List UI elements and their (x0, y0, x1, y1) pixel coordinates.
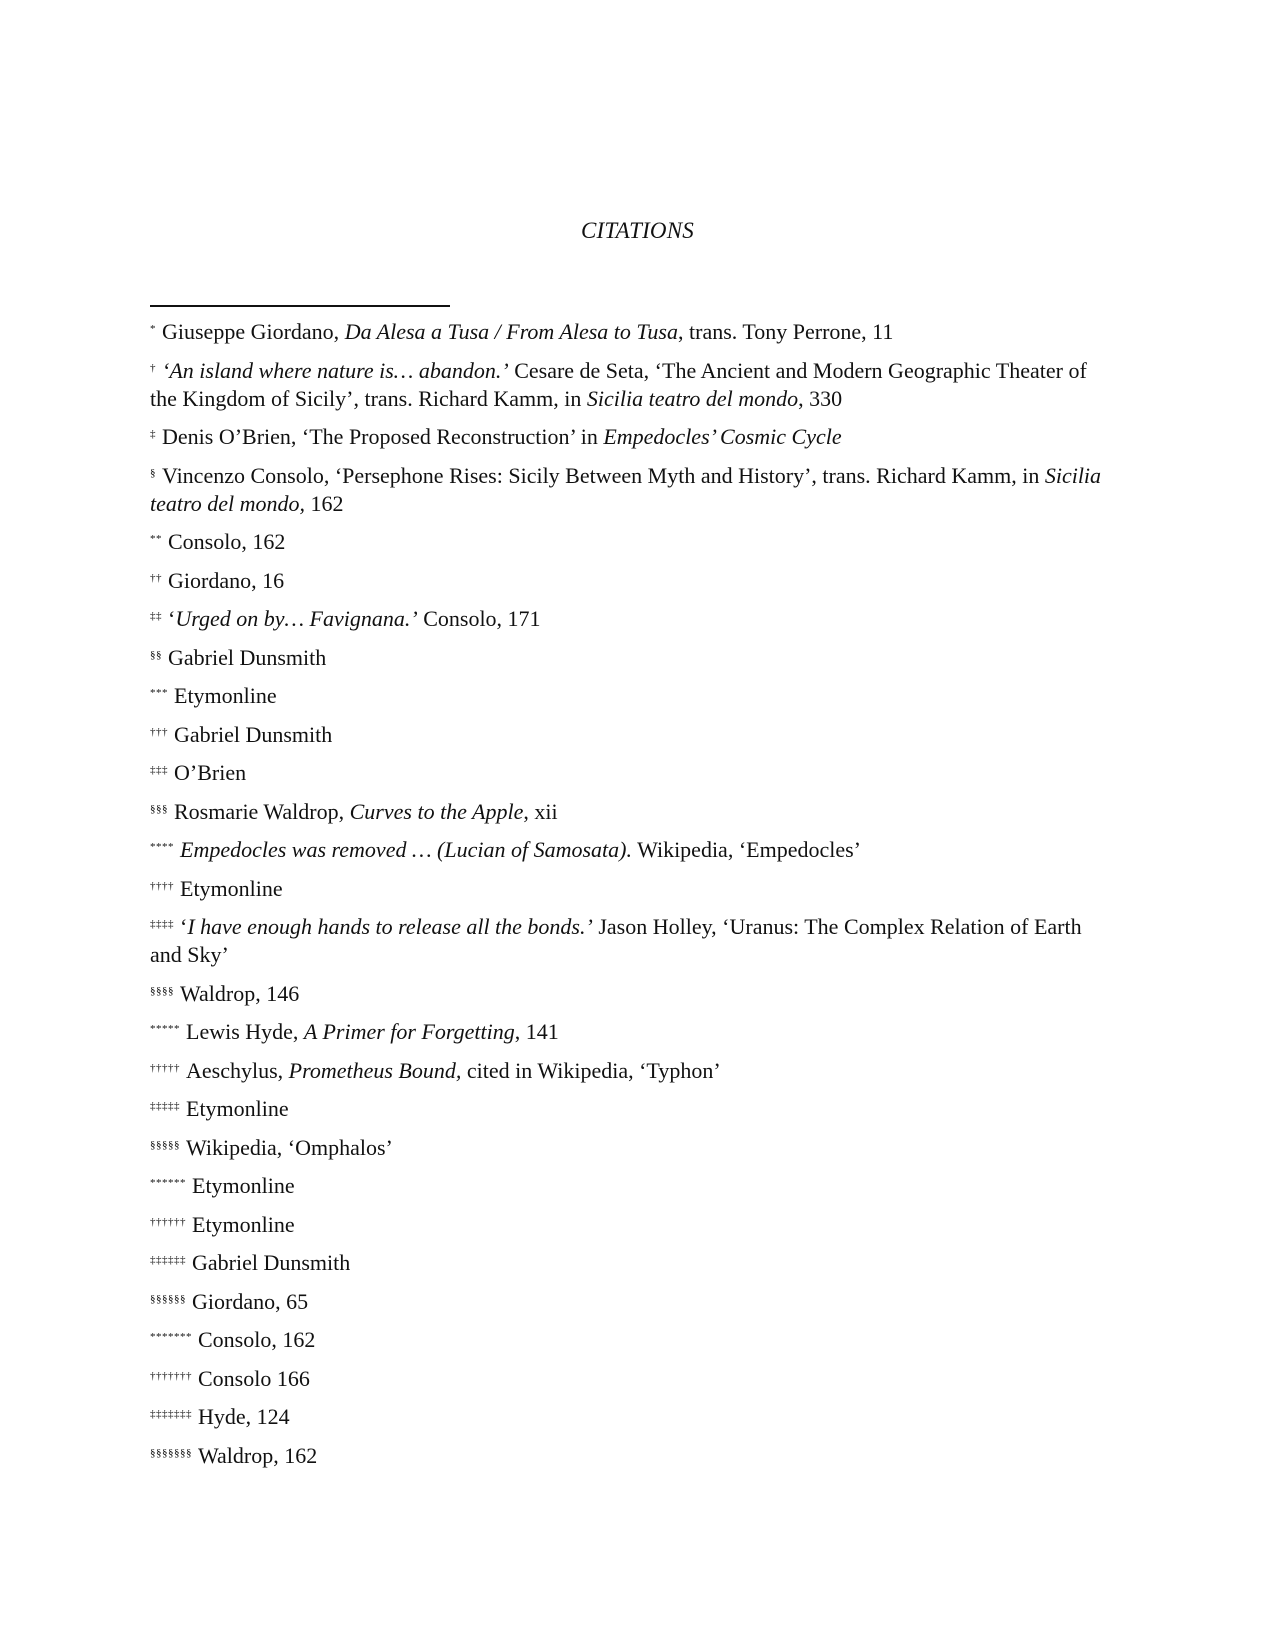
citation-item (150, 318, 1110, 346)
citation-text: Jason Holley, ‘Uranus: The Complex Relation of Earth and Sky’ (150, 914, 1082, 967)
citation-item (150, 1326, 1110, 1354)
citation-item (150, 980, 1110, 1008)
citation-item (150, 357, 1110, 413)
citation-title-italic: Curves to the Apple (349, 798, 524, 824)
footnote-marker: §§§§§§ (150, 1292, 186, 1305)
citation-text: ‘ (168, 606, 176, 631)
citation-item (150, 1288, 1110, 1316)
citation-text: Etymonline (174, 683, 277, 708)
citation-text: Giordano, 65 (192, 1288, 309, 1314)
citation-text: Consolo, 162 (198, 1327, 316, 1352)
citation-item (150, 605, 1110, 633)
footnote-marker: § (150, 466, 156, 479)
citation-title-italic: Empedocles was removed … (Lucian of Samosata). (180, 837, 632, 862)
citation-text: Gabriel Dunsmith (192, 1250, 351, 1275)
footnote-marker: ** (150, 533, 162, 546)
citation-item (150, 1095, 1110, 1123)
footnote-marker: †††††† (150, 1215, 186, 1228)
footnote-marker: ††††††† (150, 1369, 192, 1382)
citation-item (150, 682, 1110, 710)
citation-text: , trans. Tony Perrone, 11 (678, 319, 894, 344)
citation-text: Giuseppe Giordano, (162, 319, 345, 344)
citation-item (150, 836, 1110, 864)
footnote-marker: ‡‡‡‡‡‡‡ (150, 1408, 192, 1421)
citation-title-italic: A Primer for Forgetting (303, 1019, 515, 1044)
footnote-marker: † (150, 361, 156, 374)
citation-title-italic: Prometheus Bound, (288, 1057, 462, 1083)
citation-item (150, 423, 1110, 451)
citation-item (150, 1442, 1110, 1470)
citation-title-italic: Sicilia teatro del mondo, (150, 462, 1102, 516)
citation-text: ‘ (180, 914, 188, 939)
citation-item (150, 1057, 1110, 1085)
footnote-marker: †† (150, 571, 162, 584)
citation-text: Denis O’Brien, ‘The Proposed Reconstruction’ in (162, 424, 604, 449)
footnote-marker: ††††† (150, 1061, 180, 1074)
citation-text: Etymonline (192, 1211, 295, 1237)
citation-item (150, 644, 1110, 672)
footnote-marker: §§§§ (150, 984, 174, 997)
citation-text: 162 (305, 490, 344, 516)
citation-item (150, 1249, 1110, 1277)
citation-item (150, 1211, 1110, 1239)
footnote-marker: ‡‡‡‡‡‡ (150, 1254, 186, 1267)
citation-text: Consolo, 162 (168, 529, 286, 554)
citation-item (150, 567, 1110, 595)
footnote-marker: ‡ (150, 428, 156, 441)
citation-title-italic: Da Alesa a Tusa / From Alesa to Tusa (344, 319, 678, 344)
footnote-marker: §§§§§§§ (150, 1446, 192, 1459)
citation-text: Etymonline (186, 1096, 289, 1121)
citation-item (150, 1172, 1110, 1200)
citation-item (150, 1365, 1110, 1393)
citation-title-italic: ‘An island where nature is… abandon.’ (162, 357, 509, 383)
citation-item (150, 721, 1110, 749)
citation-item (150, 1134, 1110, 1162)
footnote-separator-rule (150, 305, 450, 307)
citation-text: Lewis Hyde, (186, 1019, 304, 1044)
citation-title-italic: Sicilia teatro del mondo (586, 385, 799, 411)
citation-text: Waldrop, 146 (180, 980, 300, 1006)
citation-item (150, 798, 1110, 826)
citation-text: Cesare de Seta, ‘The Ancient and Modern Geographic Theater of the Kingdom of Sicily’, trans. Richard Kamm, in (150, 357, 1087, 411)
citation-text: , 330 (798, 385, 843, 411)
footnote-marker: §§§§§ (150, 1138, 180, 1151)
footnote-marker: ‡‡‡ (150, 764, 168, 777)
footnote-marker: *** (150, 687, 168, 700)
citation-item (150, 913, 1110, 969)
citation-text: Waldrop, 162 (198, 1442, 318, 1468)
footnote-marker: ***** (150, 1023, 180, 1036)
citation-text: Consolo 166 (198, 1365, 310, 1391)
citation-text: , xii (523, 798, 558, 824)
citation-text: O’Brien (174, 760, 247, 785)
footnote-marker: ‡‡‡‡‡ (150, 1100, 180, 1113)
footnote-marker: ******* (150, 1331, 192, 1344)
citation-item (150, 462, 1110, 518)
citation-text: Giordano, 16 (168, 567, 285, 593)
citation-text: Etymonline (180, 875, 283, 901)
footnote-marker: §§ (150, 648, 162, 661)
footnote-marker: §§§ (150, 802, 168, 815)
footnote-marker: **** (150, 841, 174, 854)
citation-text: cited in Wikipedia, ‘Typhon’ (461, 1057, 721, 1083)
citation-text: Gabriel Dunsmith (174, 721, 333, 747)
page-title: CITATIONS (581, 218, 694, 243)
footnote-marker: ‡‡ (150, 610, 162, 623)
citation-text: Consolo, 171 (417, 606, 541, 631)
citation-item (150, 1403, 1110, 1431)
citations-list (150, 318, 1110, 1480)
citation-text: Etymonline (192, 1173, 295, 1198)
citation-title-italic: I have enough hands to release all the bonds.’ (187, 914, 593, 939)
citation-item (150, 759, 1110, 787)
footnote-marker: †††† (150, 879, 174, 892)
citation-text: Rosmarie Waldrop, (174, 798, 350, 824)
citation-text: Gabriel Dunsmith (168, 644, 327, 670)
citation-text: Hyde, 124 (198, 1404, 290, 1429)
footnote-marker: * (150, 323, 156, 336)
citation-text: Vincenzo Consolo, ‘Persephone Rises: Sicily Between Myth and History’, trans. Richard Kamm, in (162, 462, 1045, 488)
footnote-marker: ****** (150, 1177, 186, 1190)
citation-item (150, 875, 1110, 903)
citation-title-italic: Empedocles’ Cosmic Cycle (603, 424, 842, 449)
footnote-marker: ‡‡‡‡ (150, 918, 174, 931)
citation-item (150, 528, 1110, 556)
citation-text: Wikipedia, ‘Empedocles’ (631, 837, 861, 862)
citation-text: Aeschylus, (186, 1057, 289, 1083)
citation-text: , 141 (514, 1019, 559, 1044)
citation-item (150, 1018, 1110, 1046)
citation-text: Wikipedia, ‘Omphalos’ (186, 1134, 393, 1160)
citation-title-italic: Urged on by… Favignana.’ (175, 606, 418, 631)
footnote-marker: ††† (150, 725, 168, 738)
